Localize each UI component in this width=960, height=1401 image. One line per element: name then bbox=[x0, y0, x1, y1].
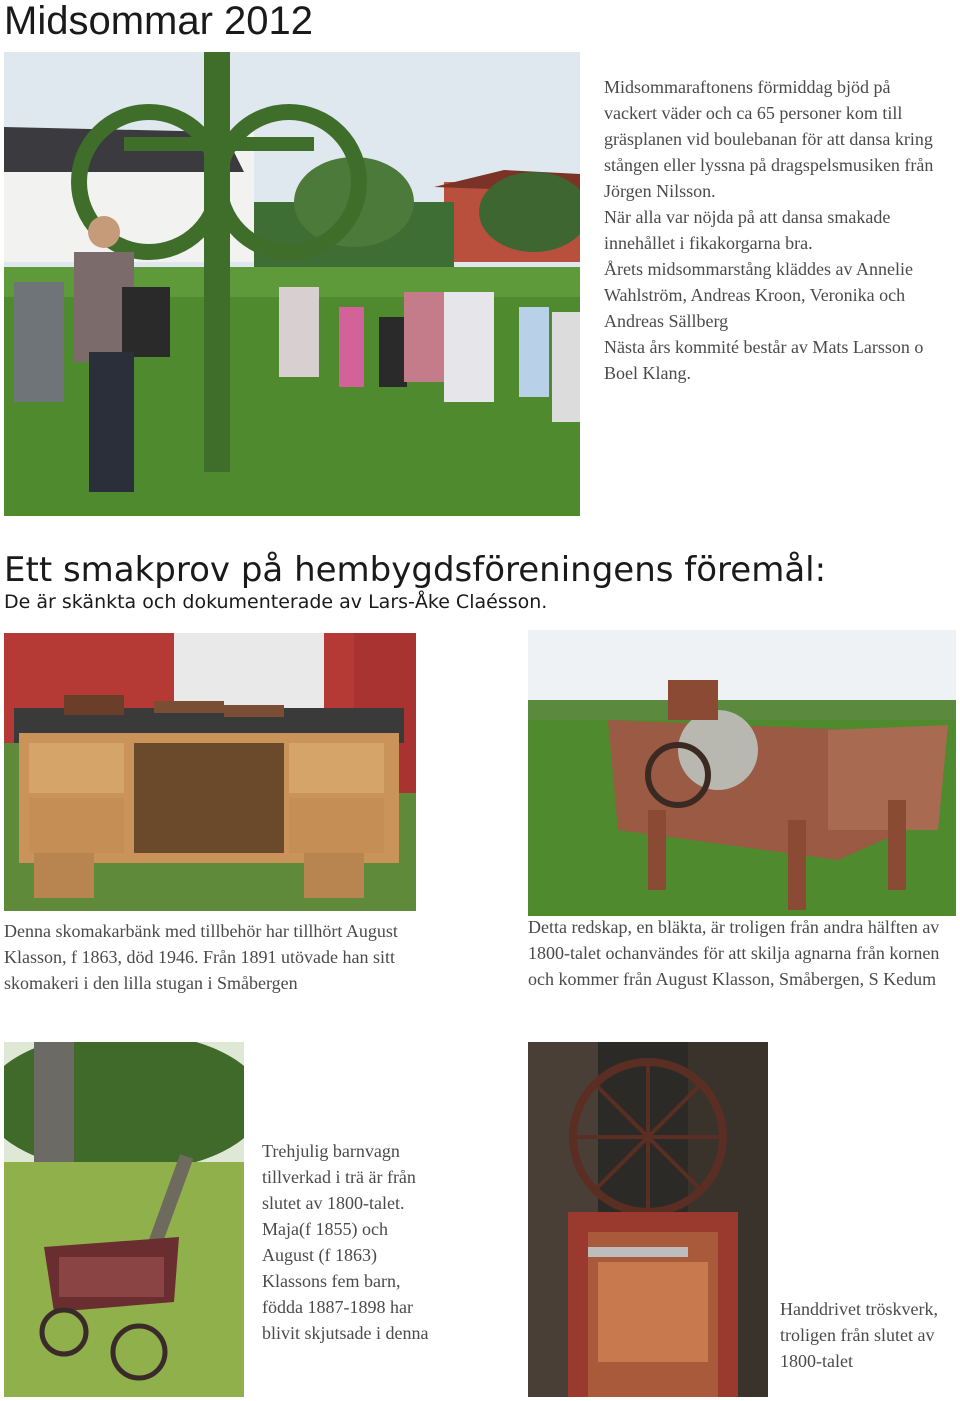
winnowing-machine-photo bbox=[528, 630, 956, 916]
page-title: Midsommar 2012 bbox=[4, 0, 314, 43]
intro-text bbox=[604, 74, 944, 386]
midsummer-photo bbox=[4, 52, 580, 516]
intro-paragraph: Nästa års kommité består av Mats Larsson o Boel Klang. bbox=[604, 337, 924, 383]
pram-photo bbox=[4, 1042, 244, 1397]
intro-paragraph: När alla var nöjda på att dansa smakade innehållet i fikakorgarna bra. bbox=[604, 207, 891, 253]
shoemaker-bench-photo bbox=[4, 633, 416, 911]
intro-paragraph: Midsommaraftonens förmiddag bjöd på vackert väder och ca 65 personer kom till gräsplanen vid boulebanan för att dansa kring stången eller lyssna på dragspelsmusiken från Jörgen Nilsson. bbox=[604, 77, 934, 201]
section-title: Ett smakprov på hembygdsföreningens föremål: bbox=[4, 550, 827, 590]
caption-pram: Trehjulig barnvagn tillverkad i trä är från slutet av 1800-talet. Maja(f 1855) och August (f 1863) Klassons fem barn, födda 1887-1898 har blivit skjutsade i denna bbox=[262, 1141, 429, 1343]
intro-paragraph: Årets midsommarstång kläddes av Annelie Wahlström, Andreas Kroon, Veronika och Andreas Sällberg bbox=[604, 259, 913, 331]
caption-shoemaker-bench: Denna skomakarbänk med tillbehör har tillhört August Klasson, f 1863, död 1946. Från 1891 utövade han sitt skomakeri i den lilla stugan i Småbergen bbox=[4, 921, 398, 993]
section-subtitle: De är skänkta och dokumenterade av Lars-Åke Claésson. bbox=[4, 591, 548, 613]
caption-threshing-machine: Handdrivet tröskverk, troligen från slutet av 1800-talet bbox=[780, 1299, 938, 1371]
threshing-machine-photo bbox=[528, 1042, 768, 1397]
caption-winnowing-machine: Detta redskap, en bläkta, är troligen från andra hälften av 1800-talet ochanvändes för att skilja agnarna från kornen och kommer från August Klasson, Småbergen, S Kedum bbox=[528, 917, 940, 989]
